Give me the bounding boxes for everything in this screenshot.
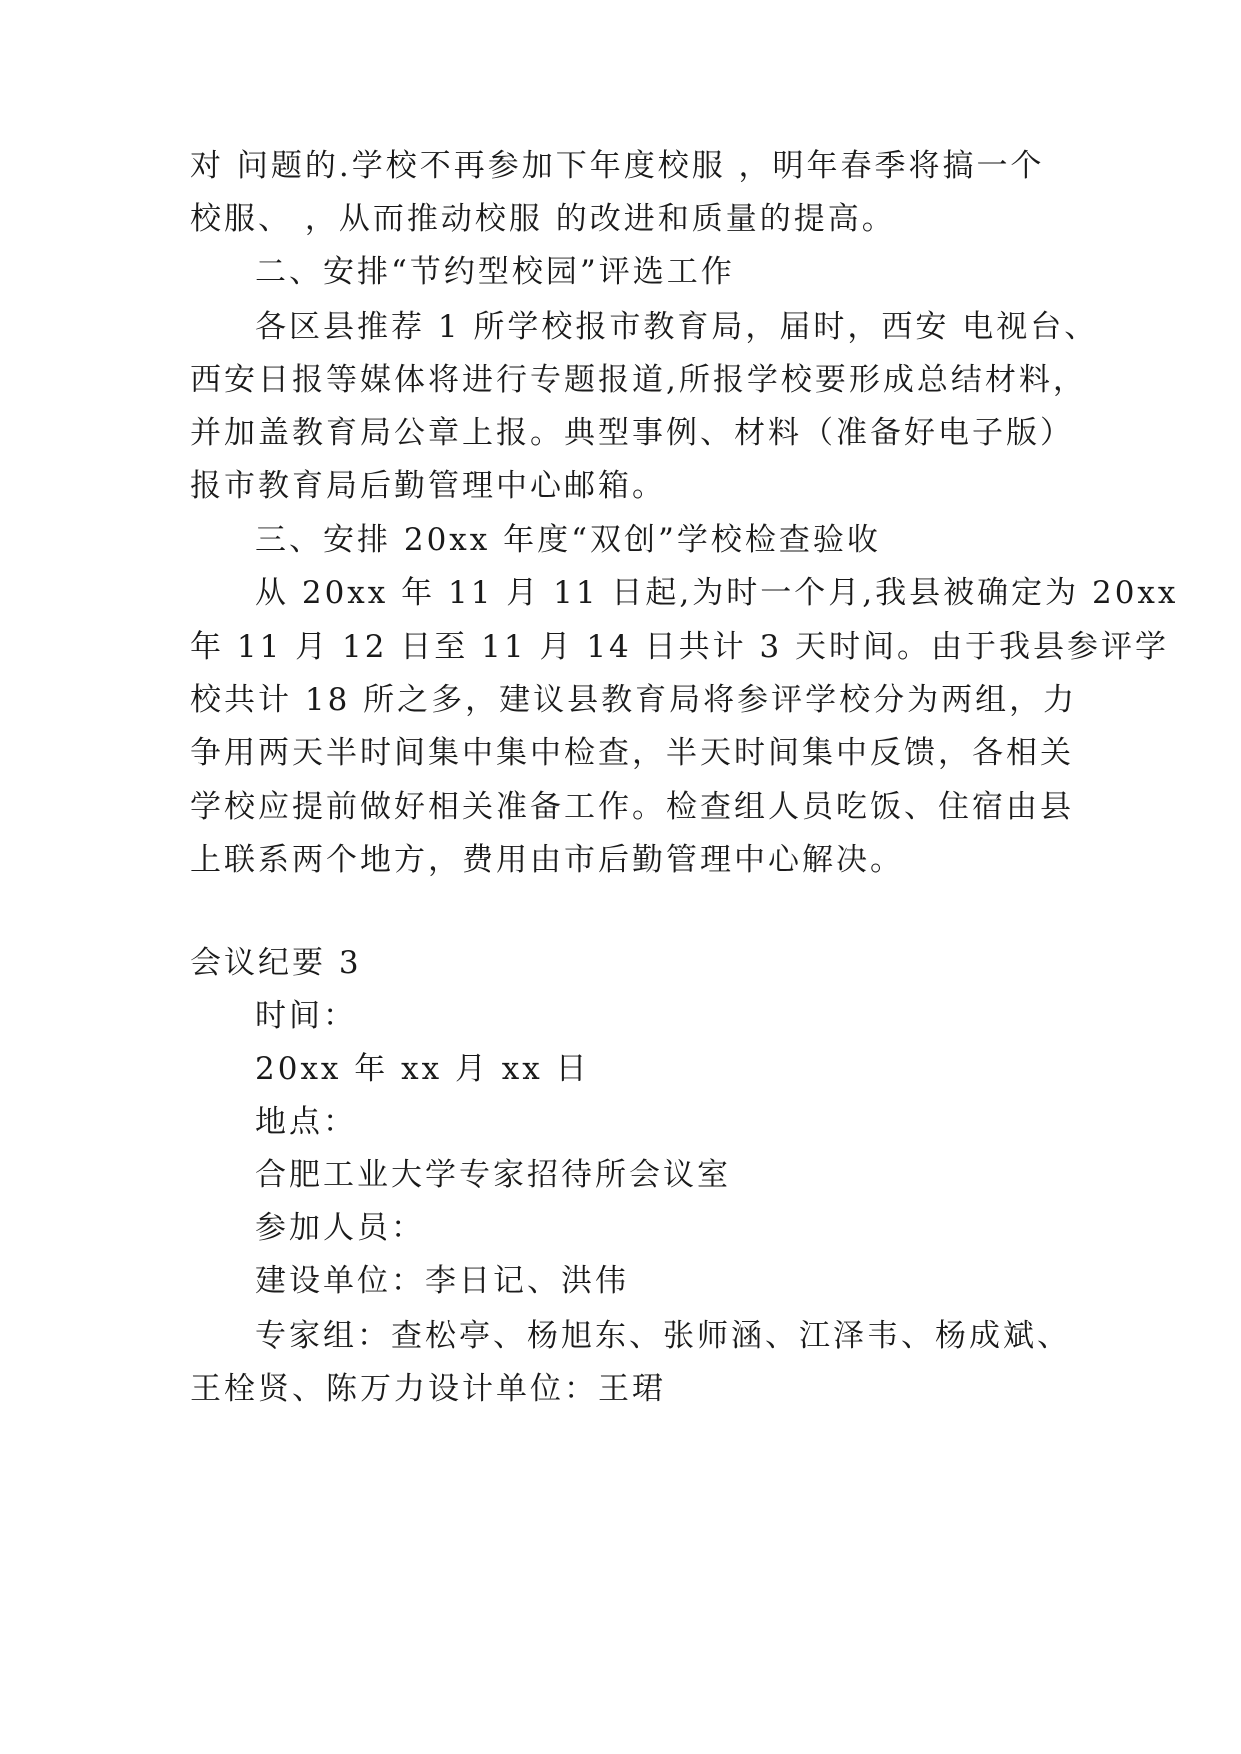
- paragraph-line: 校共计 18 所之多，建议县教育局将参评学校分为两组，力: [190, 682, 1078, 718]
- paragraph-line: 报市教育局后勤管理中心邮箱。: [190, 468, 666, 504]
- paragraph-line: 各区县推荐 1 所学校报市教育局，届时，西安 电视台、: [255, 309, 1099, 345]
- place-label: 地点：: [255, 1104, 357, 1140]
- paragraph-line: 上联系两个地方，费用由市后勤管理中心解决。: [190, 842, 904, 878]
- paragraph-line: 并加盖教育局公章上报。典型事例、材料（准备好电子版）: [190, 415, 1074, 451]
- paragraph-line: 从 20xx 年 11 月 11 日起,为时一个月,我县被确定为 20xx: [255, 575, 1179, 611]
- construction-unit: 建设单位：李日记、洪伟: [255, 1263, 629, 1299]
- paragraph-line: 校服、 ，从而推动校服 的改进和质量的提高。: [190, 201, 896, 237]
- paragraph-line: 争用两天半时间集中集中检查，半天时间集中反馈，各相关: [190, 735, 1074, 771]
- paragraph-line: 学校应提前做好相关准备工作。检查组人员吃饭、住宿由县: [190, 789, 1074, 825]
- paragraph-line: 对 问题的.学校不再参加下年度校服 ，明年春季将搞一个: [190, 148, 1045, 184]
- minutes-title: 会议纪要 3: [190, 945, 362, 981]
- section-heading: 二、安排“节约型校园”评选工作: [255, 254, 735, 290]
- section-heading: 三、安排 20xx 年度“双创”学校检查验收: [255, 522, 881, 558]
- time-value: 20xx 年 xx 月 xx 日: [255, 1051, 590, 1087]
- experts-line: 王栓贤、陈万力设计单位：王珺: [190, 1371, 666, 1407]
- paragraph-line: 西安日报等媒体将进行专题报道,所报学校要形成总结材料，: [190, 362, 1087, 398]
- attendees-label: 参加人员：: [255, 1210, 425, 1246]
- experts-line: 专家组：查松亭、杨旭东、张师涵、江泽韦、杨成斌、: [255, 1318, 1071, 1354]
- paragraph-line: 年 11 月 12 日至 11 月 14 日共计 3 天时间。由于我县参评学: [190, 629, 1170, 665]
- time-label: 时间：: [255, 998, 357, 1034]
- place-value: 合肥工业大学专家招待所会议室: [255, 1157, 731, 1193]
